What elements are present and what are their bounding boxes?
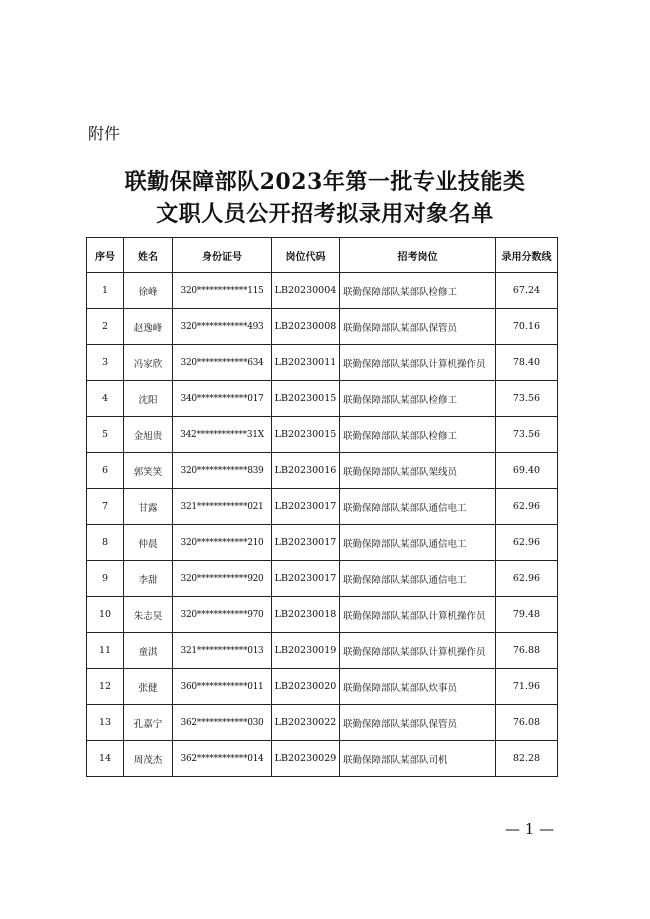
cell-id-number: 320************970 <box>173 597 272 633</box>
cell-score: 62.96 <box>496 561 558 597</box>
document-title-line-1: 联勤保障部队2023年第一批专业技能类 <box>124 169 526 195</box>
page-number: — 1 — <box>505 820 555 838</box>
table-header-row <box>87 238 558 273</box>
cell-id-number: 320************210 <box>173 525 272 561</box>
cell-id-number: 320************115 <box>173 273 272 309</box>
cell-id-number: 320************920 <box>173 561 272 597</box>
cell-score: 73.56 <box>496 417 558 453</box>
cell-name: 徐峰 <box>124 273 173 309</box>
cell-index: 12 <box>87 669 124 705</box>
cell-score: 67.24 <box>496 273 558 309</box>
table-row <box>87 309 558 345</box>
cell-index: 10 <box>87 597 124 633</box>
cell-index: 11 <box>87 633 124 669</box>
cell-name: 金旭贵 <box>124 417 173 453</box>
cell-post: 联勤保障部队某部队计算机操作员 <box>340 345 496 381</box>
cell-index: 13 <box>87 705 124 741</box>
cell-name: 朱志昊 <box>124 597 173 633</box>
cell-post-code: LB20230015 <box>272 417 340 453</box>
cell-id-number: 362************030 <box>173 705 272 741</box>
table-row <box>87 489 558 525</box>
cell-post: 联勤保障部队某部队通信电工 <box>340 489 496 525</box>
cell-index: 3 <box>87 345 124 381</box>
cell-index: 5 <box>87 417 124 453</box>
table-row <box>87 345 558 381</box>
cell-post-code: LB20230008 <box>272 309 340 345</box>
cell-post: 联勤保障部队某部队计算机操作员 <box>340 597 496 633</box>
cell-index: 9 <box>87 561 124 597</box>
candidate-table <box>86 237 558 777</box>
cell-index: 6 <box>87 453 124 489</box>
table-body <box>87 273 558 777</box>
table-row <box>87 705 558 741</box>
cell-score: 62.96 <box>496 525 558 561</box>
cell-name: 沈阳 <box>124 381 173 417</box>
cell-name: 仲晨 <box>124 525 173 561</box>
cell-name: 甘露 <box>124 489 173 525</box>
cell-score: 71.96 <box>496 669 558 705</box>
cell-id-number: 321************021 <box>173 489 272 525</box>
cell-name: 周茂杰 <box>124 741 173 777</box>
cell-post: 联勤保障部队某部队司机 <box>340 741 496 777</box>
cell-index: 1 <box>87 273 124 309</box>
cell-name: 童淇 <box>124 633 173 669</box>
cell-score: 79.48 <box>496 597 558 633</box>
cell-post: 联勤保障部队某部队架线员 <box>340 453 496 489</box>
cell-score: 69.40 <box>496 453 558 489</box>
cell-id-number: 342************31X <box>173 417 272 453</box>
cell-name: 李甜 <box>124 561 173 597</box>
header-id-number: 身份证号 <box>173 238 272 273</box>
cell-post-code: LB20230011 <box>272 345 340 381</box>
cell-score: 73.56 <box>496 381 558 417</box>
cell-post-code: LB20230029 <box>272 741 340 777</box>
cell-index: 14 <box>87 741 124 777</box>
table-row <box>87 633 558 669</box>
cell-post-code: LB20230020 <box>272 669 340 705</box>
header-post: 招考岗位 <box>340 238 496 273</box>
table-row <box>87 417 558 453</box>
cell-name: 郭笑笑 <box>124 453 173 489</box>
header-score: 录用分数线 <box>496 238 558 273</box>
cell-index: 2 <box>87 309 124 345</box>
cell-id-number: 362************014 <box>173 741 272 777</box>
cell-id-number: 321************013 <box>173 633 272 669</box>
header-name: 姓名 <box>124 238 173 273</box>
cell-post: 联勤保障部队某部队检修工 <box>340 381 496 417</box>
cell-index: 4 <box>87 381 124 417</box>
table-row <box>87 741 558 777</box>
table-row <box>87 669 558 705</box>
cell-score: 70.16 <box>496 309 558 345</box>
cell-post: 联勤保障部队某部队保管员 <box>340 705 496 741</box>
cell-post-code: LB20230017 <box>272 525 340 561</box>
header-post-code: 岗位代码 <box>272 238 340 273</box>
cell-post-code: LB20230022 <box>272 705 340 741</box>
table-row <box>87 453 558 489</box>
cell-score: 78.40 <box>496 345 558 381</box>
table-row <box>87 381 558 417</box>
document-title-line-2: 文职人员公开招考拟录用对象名单 <box>156 201 494 227</box>
cell-post-code: LB20230018 <box>272 597 340 633</box>
header-index: 序号 <box>87 238 124 273</box>
cell-post: 联勤保障部队某部队检修工 <box>340 417 496 453</box>
cell-post-code: LB20230015 <box>272 381 340 417</box>
cell-post-code: LB20230017 <box>272 561 340 597</box>
cell-name: 孔嘉宁 <box>124 705 173 741</box>
cell-index: 8 <box>87 525 124 561</box>
table-row <box>87 273 558 309</box>
cell-score: 76.08 <box>496 705 558 741</box>
cell-post-code: LB20230004 <box>272 273 340 309</box>
cell-id-number: 320************493 <box>173 309 272 345</box>
cell-post: 联勤保障部队某部队炊事员 <box>340 669 496 705</box>
cell-name: 赵逸峰 <box>124 309 173 345</box>
cell-id-number: 360************011 <box>173 669 272 705</box>
cell-post: 联勤保障部队某部队计算机操作员 <box>340 633 496 669</box>
cell-id-number: 340************017 <box>173 381 272 417</box>
cell-post: 联勤保障部队某部队检修工 <box>340 273 496 309</box>
attachment-label: 附件 <box>88 124 121 143</box>
table-row <box>87 525 558 561</box>
cell-post-code: LB20230017 <box>272 489 340 525</box>
cell-id-number: 320************839 <box>173 453 272 489</box>
cell-name: 冯家欣 <box>124 345 173 381</box>
cell-index: 7 <box>87 489 124 525</box>
cell-id-number: 320************634 <box>173 345 272 381</box>
cell-score: 82.28 <box>496 741 558 777</box>
cell-post: 联勤保障部队某部队通信电工 <box>340 525 496 561</box>
cell-post: 联勤保障部队某部队保管员 <box>340 309 496 345</box>
table-row <box>87 561 558 597</box>
cell-score: 62.96 <box>496 489 558 525</box>
cell-post-code: LB20230016 <box>272 453 340 489</box>
cell-post: 联勤保障部队某部队通信电工 <box>340 561 496 597</box>
cell-name: 张健 <box>124 669 173 705</box>
cell-post-code: LB20230019 <box>272 633 340 669</box>
cell-score: 76.88 <box>496 633 558 669</box>
table-row <box>87 597 558 633</box>
